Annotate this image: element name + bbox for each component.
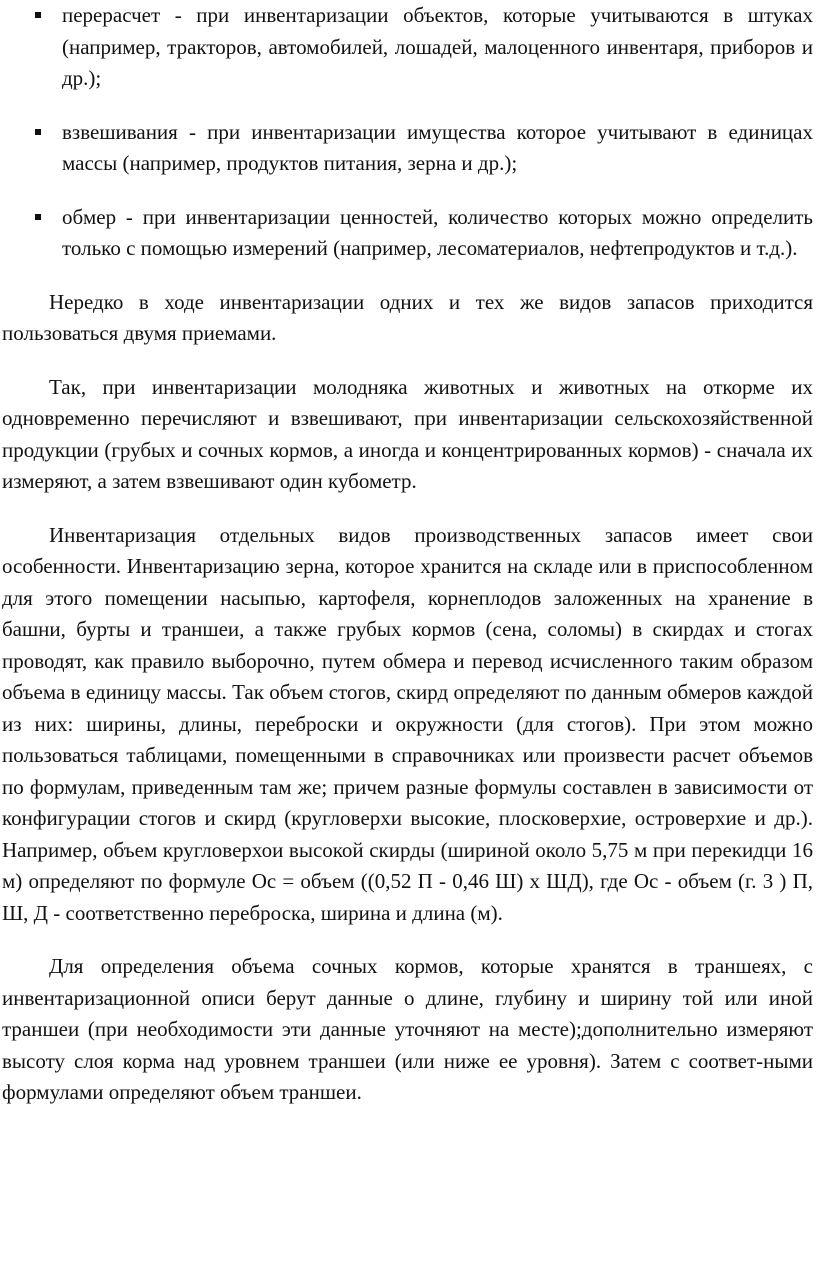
list-item-text: перерасчет - при инвентаризации объектов, которые учитываются в штуках (например, тракторов, автомобилей, лошадей, малоценного инвентаря, приборов и др.); [62, 3, 813, 90]
square-bullet-icon [35, 12, 41, 18]
list-item-text: обмер - при инвентаризации ценностей, количество которых можно определить только с помощью измерений (например, лесоматериалов, нефтепродуктов и т.д.). [62, 204, 813, 260]
paragraph-trench-volume: Для определения объема сочных кормов, которые хранятся в траншеях, с инвентаризационной описи берут данные о длине, глубину и ширину той или иной траншеи (при необходимости эти данные уточняют на месте);дополнительно измеряют высоту слоя корма над уровнем траншеи (или ниже ее уровня). Затем с соответ-ными формулами определяют объем траншеи. [2, 954, 813, 1104]
paragraph-inventory-specifics: Инвентаризация отдельных видов производственных запасов имеет свои особенности. Инвентаризацию зерна, которое хранится на складе или в приспособленном для этого помещении насыпью, картофеля, корнеплодов заложенных на хранение в башни, бурты и траншеи, а также грубых кормов (сена, соломы) в скирдах и стогах проводят, как правило выборочно, путем обмера и перевод исчисленного таким образом объема в единицу массы. Так объем стогов, скирд определяют по данным обмеров каждой из них: ширины, длины, переброски и окружности (для стогов). При этом можно пользоваться таблицами, помещенными в справочниках или произвести расчет объемов по формулам, приведенным там же; причем разные формулы составлен в зависимости от конфигурации стогов и скирд (кругловерхи высокие, плосковерхие, островерхие и др.). Например, объем кругловерхои высокой скирды (шириной около 5,75 м при перекидци 16 м) определяют по формуле Ос = объем ((0,52 П - 0,46 Ш) х ШД), где Ос - объем (г. 3 ) П, Ш, Д - соответственно переброска, ширина и длина (м). [2, 522, 813, 925]
method-list [2, 0, 813, 265]
list-item-text: взвешивания - при инвентаризации имущества которое учитывают в единицах массы (например, продуктов питания, зерна и др.); [62, 119, 813, 175]
square-bullet-icon [35, 129, 41, 135]
paragraph-two-methods: Нередко в ходе инвентаризации одних и тех же видов запасов приходится пользоваться двумя приемами. [2, 289, 813, 345]
list-item [2, 117, 813, 180]
list-item [2, 0, 813, 95]
paragraph-livestock-example: Так, при инвентаризации молодняка животных и животных на откорме их одновременно перечисляют и взвешивают, при инвентаризации сельскохозяйственной продукции (грубых и сочных кормов, а иногда и концентрированных кормов) - сначала их измеряют, а затем взвешивают один кубометр. [2, 374, 813, 493]
list-item [2, 202, 813, 265]
square-bullet-icon [35, 214, 41, 220]
